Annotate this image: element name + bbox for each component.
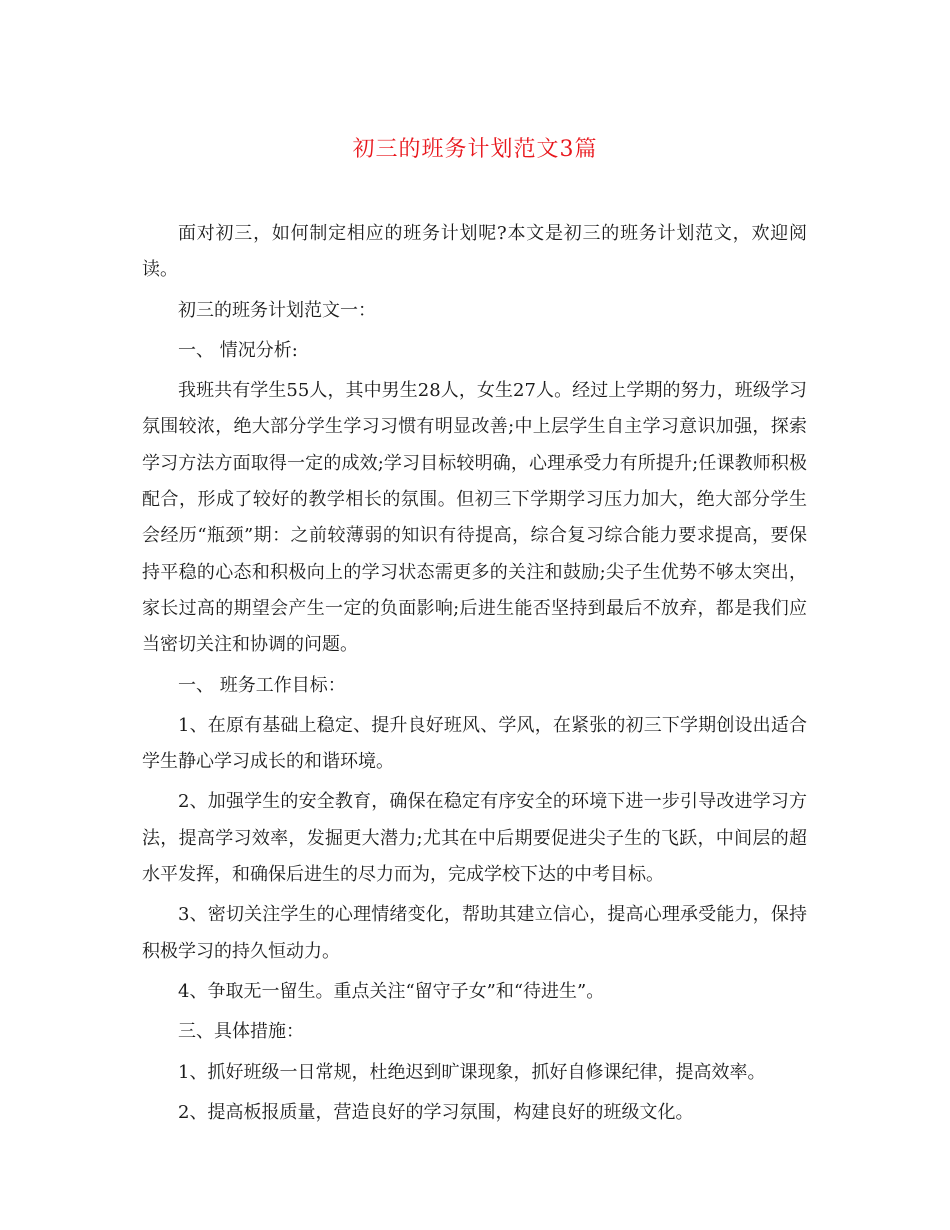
paragraph-goal-2: 2、加强学生的安全教育，确保在稳定有序安全的环境下进一步引导改进学习方法，提高学习效率，发掘更大潜力;尤其在中后期要促进尖子生的飞跃，中间层的超水平发挥，和确保后进生的尽力而为，完成学校下达的中考目标。 [142,791,807,886]
paragraph-heading-goals: 一、 班务工作目标： [178,674,346,696]
paragraph-goal-4: 4、争取无一留生。重点关注“留守子女”和“待进生”。 [178,980,605,1002]
paragraph-heading-situation: 一、 情况分析: [178,339,298,361]
document-title: 初三的班务计划范文3篇 [352,137,598,162]
paragraph-measure-1: 1、抓好班级一日常规，杜绝迟到旷课现象，抓好自修课纪律，提高效率。 [178,1061,766,1083]
paragraph-measure-2: 2、提高板报质量，营造良好的学习氛围，构建良好的班级文化。 [178,1101,694,1123]
paragraph-section-heading: 初三的班务计划范文一： [178,299,376,321]
document-body [142,216,807,1135]
paragraph-situation-analysis: 我班共有学生55人，其中男生28人，女生27人。经过上学期的努力，班级学习氛围较浓，绝大部分学生学习习惯有明显改善;中上层学生自主学习意识加强，探索学习方法方面取得一定的成效;学习目标较明确，心理承受力有所提升;任课教师积极配合，形成了较好的教学相长的氛围。但初三下学期学习压力加大，绝大部分学生会经历“瓶颈”期：之前较薄弱的知识有待提高，综合复习综合能力要求提高，要保持平稳的心态和积极向上的学习状态需更多的关注和鼓励;尖子生优势不够太突出，家长过高的期望会产生一定的负面影响;后进生能否坚持到最后不放弃，都是我们应当密切关注和协调的问题。 [142,380,808,656]
paragraph-intro: 面对初三，如何制定相应的班务计划呢?本文是初三的班务计划范文，欢迎阅读。 [142,223,807,281]
paragraph-goal-3: 3、密切关注学生的心理情绪变化，帮助其建立信心，提高心理承受能力，保持积极学习的持久恒动力。 [142,904,807,962]
paragraph-heading-measures: 三、具体措施： [178,1021,304,1043]
paragraph-goal-1: 1、在原有基础上稳定、提升良好班风、学风，在紧张的初三下学期创设出适合学生静心学习成长的和谐环境。 [142,714,807,773]
